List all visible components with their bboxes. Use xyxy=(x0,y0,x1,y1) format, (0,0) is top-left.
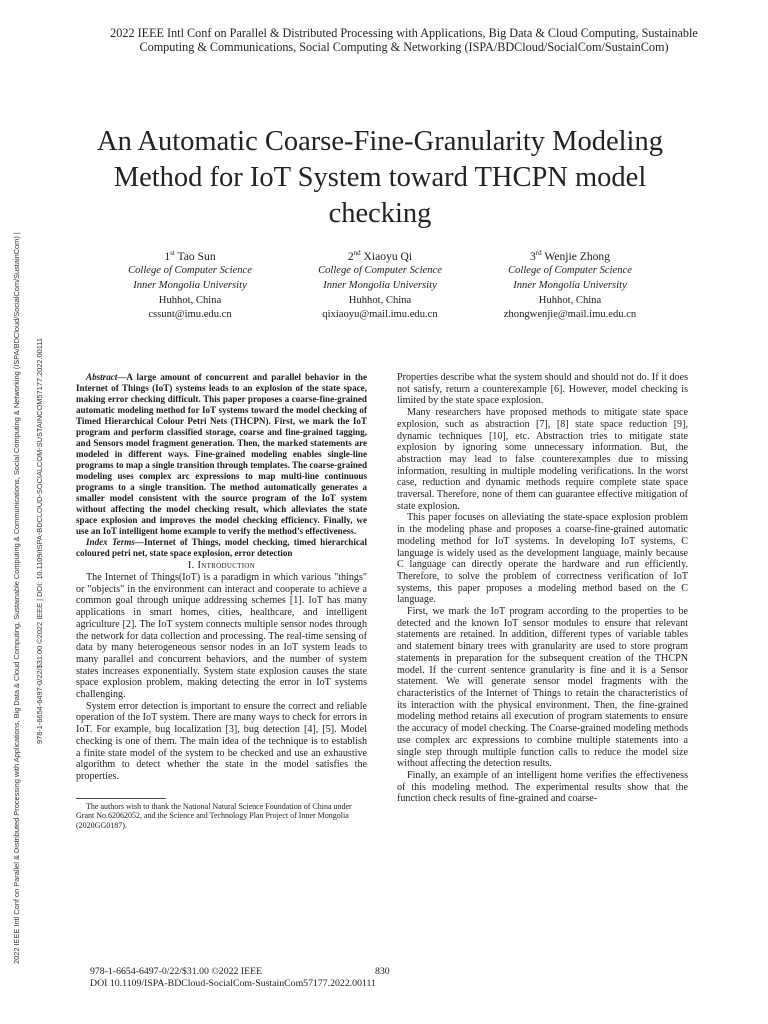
conference-header xyxy=(40,26,768,54)
author-2 xyxy=(285,246,475,323)
author-email: qixiaoyu@mail.imu.edu.cn xyxy=(322,309,438,321)
paper-title: An Automatic Coarse-Fine-Granularity Modeling Method for IoT System toward THCPN model checking xyxy=(97,126,663,229)
author-ordinal-suffix: st xyxy=(170,249,175,257)
paragraph: Properties describe what the system should and should not do. If it does not satisfy, return a counterexample [6]. However, model checking is limited by the state space explosion. xyxy=(397,372,688,407)
author-ordinal: 3 xyxy=(529,249,536,263)
author-email: zhongwenjie@mail.imu.edu.cn xyxy=(503,309,637,321)
paragraph: The Internet of Things(IoT) is a paradigm in which various "things" or "objects" in the environment can interact and cooperate to achieve a common goal through unique addressing schemes [1]. IoT has many applications in smart homes, cities, healthcare, and intelligent agriculture [2]. The IoT system connects multiple sensor nodes through the network for data collection and processing. The real-time sensing of data by many heterogeneous sensor nodes in an IoT system leads to many parallel and concurrent behaviors, and the number of system states increases exponentially. System state explosion causes the state space explosion problem, making detecting the error in IoT systems challenging. xyxy=(76,572,367,701)
funding-footnote: The authors wish to thank the National Natural Science Foundation of China under Grant No.62062052, and the Science and Technology Plan Project of Inner Mongolia (2020GG0187). xyxy=(76,801,352,830)
left-column xyxy=(76,372,367,830)
right-column xyxy=(397,372,688,805)
author-1 xyxy=(95,246,285,323)
author-university: Inner Mongolia University xyxy=(513,280,627,292)
author-city: Huhhot, China xyxy=(348,294,412,306)
author-city: Huhhot, China xyxy=(538,294,602,306)
conference-header-line-2: Computing & Communications, Social Computing & Networking (ISPA/BDCloud/SocialCom/SustainCom) xyxy=(139,40,669,54)
author-block xyxy=(95,246,685,326)
author-ordinal-suffix: nd xyxy=(353,249,361,257)
author-email: cssunt@imu.edu.cn xyxy=(148,309,232,321)
author-university: Inner Mongolia University xyxy=(323,280,437,292)
index-terms-text: —Internet of Things, model checking, timed hierarchical coloured petri net, state space explosion, error detection xyxy=(76,537,367,558)
conference-header-line-1: 2022 IEEE Intl Conf on Parallel & Distributed Processing with Applications, Big Data & Cloud Computing, Sustainable xyxy=(110,26,698,40)
side-citation-line-2: 978-1-6654-6497-0/22/$31.00 ©2022 IEEE | DOI: 10.1109/ISPA-BDCLOUD-SOCIALCOM-SUSTAINCOM57177.2022.00111 xyxy=(35,338,44,744)
section-title: Introduction xyxy=(197,560,256,571)
abstract xyxy=(76,372,367,537)
index-terms xyxy=(76,537,367,559)
side-citation-line-1: 2022 IEEE Intl Conf on Parallel & Distributed Processing with Applications, Big Data & Cloud Computing, Sustainable Computing & Communications, Social Computing & Networking (ISPA/BDCloud/SocialCom/SustainCom) | xyxy=(12,232,21,964)
abstract-text: —A large amount of concurrent and parallel behavior in the Internet of Things (IoT) systems leads to an explosion of the state space, making error checking difficult. This paper proposes a coarse-fine-grained automatic modeling method for IoT systems toward the model checking of Timed Hierarchical Colour Petri Nets (THCPN). First, we mark the IoT program and perform classified storage, coarse and fine-grained tagging, and Sensors model fragment generation. Then, the marked statements are modeled in different ways. Fine-grained modeling enables single-line programs to map a single transition through templates. The coarse-grained modeling uses complex arc expressions to map multi-line continuous programs to a single transition. The method automatically generates a smaller model consistent with the source program of the IoT system without affecting the model checking result, which alleviates the state space explosion and improves the model checking efficiency. Finally, we use an IoT intelligent home example to verify the method’s effectiveness. xyxy=(76,372,367,536)
author-department: College of Computer Science xyxy=(128,265,252,277)
paragraph: This paper focuses on alleviating the state-space explosion problem in the modeling phase and proposes a coarse-fine-grained automatic modeling method for IoT systems. In developing IoT systems, C language is widely used as the development language, mainly because C language can directly operate the hardware and run efficiently. Therefore, to solve the problem of correctness verification of IoT systems, this paper proposes a modeling method based on the C language. xyxy=(397,512,688,606)
author-3 xyxy=(475,246,665,323)
side-margin-citation xyxy=(0,0,44,1024)
paragraph: First, we mark the IoT program according to the properties to be detected and the known IoT sensor modules to ensure that relevant statements are retained. In addition, different types of variable tables and statement binary trees with granularity are used to store program statements in preparation for the subsequent creation of the THCPN model. If the current sentence granularity is fine and it is a Sensor statement. We will generate sensor model fragments with the characteristics of the Internet of Things to retain the characteristics of its interaction with the physical environment. Then, the fine-grained modeling method retains all execution of program statements to ensure the accuracy of model checking. The Coarse-grained modeling methods use complex arc expressions to combine multiple statements into a single step through multiple function calls to reduce the model size without affecting the detection results. xyxy=(397,606,688,770)
paragraph: System error detection is important to ensure the correct and reliable operation of the IoT system. There are many ways to check for errors in IoT. For example, bug localization [3], bug detection [4], [5]. Model checking is one of them. The main idea of the technique is to establish a finite state model of the system to be checked and use an exhaustive algorithm to detect whether the state in the model satisfies the properties. xyxy=(76,700,367,782)
author-city: Huhhot, China xyxy=(158,294,222,306)
author-ordinal: 1 xyxy=(164,249,171,263)
paragraph: Many researchers have proposed methods to mitigate state space explosion, such as abstraction [7], [8] state space reduction [9], dynamic techniques [10], etc. Abstraction tries to mitigate state explosion by ignoring some unnecessary information. But, the abstraction may lead to false counterexamples due to missing information, resulting in multiple modeling verifications. In the worst case, reduction and dynamic methods require complete state space traversal. Therefore, none of them can guarantee effective mitigation of state explosion. xyxy=(397,407,688,512)
author-name: Tao Sun xyxy=(177,249,216,263)
author-university: Inner Mongolia University xyxy=(133,280,247,292)
page-number: 830 xyxy=(375,966,390,977)
index-terms-lead: Index Terms xyxy=(86,537,135,547)
paragraph: Finally, an example of an intelligent home verifies the effectiveness of this modeling method. The experimental results show that the function check results of fine-grained and coarse- xyxy=(397,769,688,805)
author-ordinal-suffix: rd xyxy=(535,249,542,257)
page-footer xyxy=(90,966,376,989)
author-ordinal: 2 xyxy=(347,249,354,263)
author-department: College of Computer Science xyxy=(318,265,442,277)
author-department: College of Computer Science xyxy=(508,265,632,277)
footnote-rule xyxy=(76,798,166,799)
section-heading-introduction xyxy=(76,560,367,572)
footer-isbn: 978-1-6654-6497-0/22/$31.00 ©2022 IEEE xyxy=(90,966,263,977)
abstract-lead: Abstract xyxy=(86,372,118,382)
author-name: Wenjie Zhong xyxy=(544,249,611,263)
footer-doi: DOI 10.1109/ISPA-BDCloud-SocialCom-SustainCom57177.2022.00111 xyxy=(90,977,376,989)
author-name: Xiaoyu Qi xyxy=(363,249,413,263)
section-number: I. xyxy=(187,560,198,571)
